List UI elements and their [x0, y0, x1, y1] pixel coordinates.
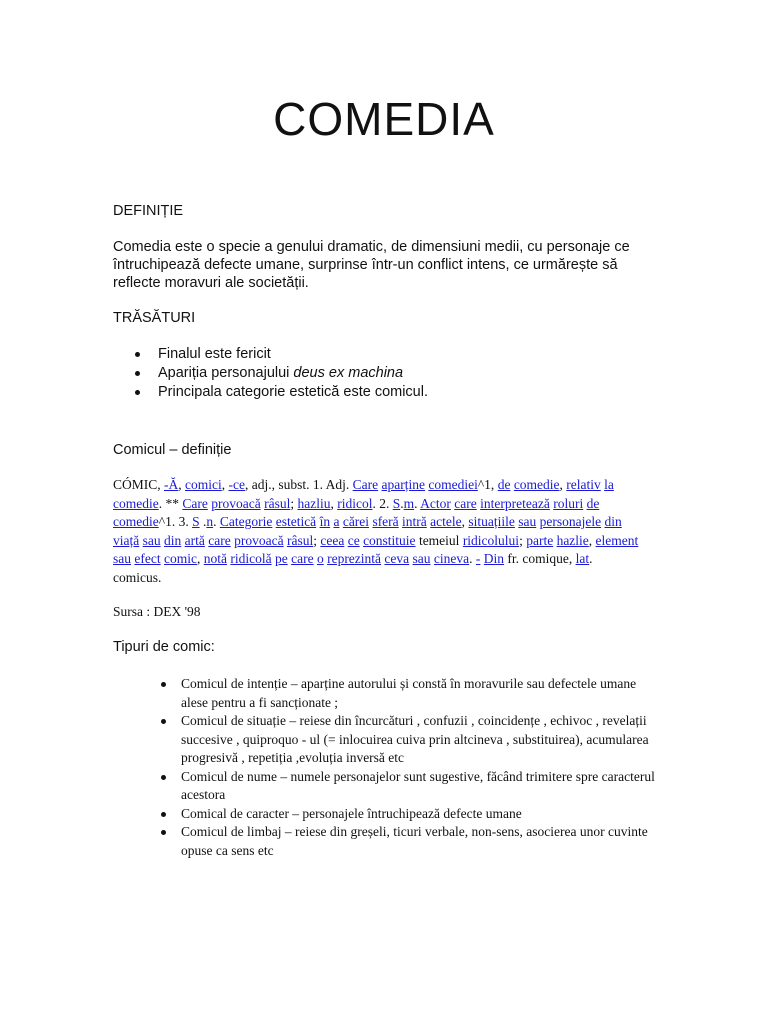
- dex-text: fr. comique,: [504, 551, 576, 566]
- tipuri-item: Comicul de situație – reiese din încurcături , confuzii , coincidențe , echivoc , revelații succesive , quiproquo - ul (= inlocuirea cuiva prin altcineva , substituirea), acumularea progresivă , repetiția ,evoluția inversă etc: [158, 712, 658, 768]
- dex-word-link[interactable]: a: [333, 514, 340, 529]
- dex-word-link[interactable]: din: [164, 532, 182, 548]
- dex-word-link[interactable]: din: [604, 514, 622, 529]
- dex-word-link[interactable]: în: [319, 514, 331, 529]
- sursa-line: Sursa : DEX '98: [113, 604, 201, 619]
- dex-text: .: [469, 551, 476, 566]
- dex-word-link[interactable]: provoacă: [234, 532, 284, 548]
- dex-text: ^1,: [477, 477, 498, 492]
- dex-text: .: [414, 495, 421, 511]
- dex-word-link[interactable]: la: [604, 477, 614, 492]
- dex-word-link[interactable]: comedie: [113, 495, 159, 511]
- dex-text: . **: [158, 495, 183, 511]
- dex-word-link[interactable]: sau: [142, 532, 161, 548]
- dex-word-link[interactable]: -ce: [228, 477, 245, 492]
- dex-word-link[interactable]: de: [586, 495, 600, 511]
- dex-word-link[interactable]: artă: [184, 532, 205, 548]
- dex-text: .: [400, 495, 404, 511]
- trasaturi-item: Apariția personajului deus ex machina: [133, 364, 633, 383]
- dex-text: .: [199, 514, 207, 529]
- dex-text: CÓMIC,: [113, 477, 165, 492]
- dex-word-link[interactable]: comici: [185, 477, 222, 492]
- dex-word-link[interactable]: interpretează: [480, 495, 550, 511]
- definitie-heading: DEFINIȚIE: [113, 203, 184, 219]
- dex-word-link[interactable]: -Ă: [164, 477, 179, 492]
- trasaturi-list: [133, 345, 633, 402]
- dex-text: ;: [519, 532, 527, 548]
- dex-word-link[interactable]: comic: [163, 551, 197, 566]
- dex-word-link[interactable]: estetică: [275, 514, 317, 529]
- dex-word-link[interactable]: reprezintă: [327, 551, 382, 566]
- dex-text: ,: [178, 477, 186, 492]
- dex-word-link[interactable]: Din: [483, 551, 505, 566]
- dex-text: ;: [313, 532, 321, 548]
- dex-word-link[interactable]: hazlie: [556, 532, 589, 548]
- dex-word-link[interactable]: sau: [412, 551, 431, 566]
- dex-word-link[interactable]: provoacă: [211, 495, 261, 511]
- dex-word-link[interactable]: comedie: [113, 514, 159, 529]
- dex-word-link[interactable]: care: [454, 495, 477, 511]
- dex-word-link[interactable]: o: [316, 551, 324, 566]
- trasaturi-item: Principala categorie estetică este comicul.: [133, 383, 633, 402]
- comicul-definitie-heading: Comicul – definiție: [113, 442, 232, 458]
- dex-word-link[interactable]: parte: [526, 532, 554, 548]
- dex-word-link[interactable]: viață: [113, 532, 140, 548]
- dex-word-link[interactable]: -: [475, 551, 481, 566]
- dex-word-link[interactable]: râsul: [264, 495, 291, 511]
- dex-word-link[interactable]: S: [392, 495, 401, 511]
- dex-word-link[interactable]: n: [206, 514, 214, 529]
- dex-word-link[interactable]: sau: [113, 551, 131, 566]
- tipuri-heading: Tipuri de comic:: [113, 639, 215, 655]
- dex-word-link[interactable]: m: [403, 495, 415, 511]
- dex-text: . comicus.: [113, 551, 593, 585]
- dex-word-link[interactable]: aparține: [381, 477, 425, 492]
- dex-text: ,: [330, 495, 338, 511]
- dex-text: . 2.: [372, 495, 393, 511]
- tipuri-list: [158, 675, 658, 860]
- trasaturi-heading: TRĂSĂTURI: [113, 310, 196, 326]
- dex-word-link[interactable]: ridicolului: [462, 532, 520, 548]
- dex-word-link[interactable]: care: [208, 532, 231, 548]
- dex-word-link[interactable]: de: [497, 477, 511, 492]
- dex-word-link[interactable]: cărei: [342, 514, 370, 529]
- dex-word-link[interactable]: constituie: [363, 532, 416, 548]
- dex-text: ,: [196, 551, 204, 566]
- dex-word-link[interactable]: lat: [575, 551, 590, 566]
- dex-text: ,: [559, 477, 567, 492]
- dex-word-link[interactable]: notă: [203, 551, 227, 566]
- dex-word-link[interactable]: personajele: [539, 514, 602, 529]
- dex-word-link[interactable]: comedie: [513, 477, 560, 492]
- tipuri-item: Comicul de nume – numele personajelor sunt sugestive, făcând trimitere spre caracterul acestora: [158, 768, 658, 805]
- dex-word-link[interactable]: ce: [347, 532, 360, 548]
- tipuri-item: Comicul de intenție – aparține autorului și constă în moravurile sau defectele umane alese pentru a fi sancționate ;: [158, 675, 658, 712]
- dex-word-link[interactable]: Care: [182, 495, 208, 511]
- tipuri-item: Comicul de limbaj – reiese din greșeli, ticuri verbale, non-sens, asocierea unor cuvinte opuse ca sens etc: [158, 823, 658, 860]
- dex-word-link[interactable]: efect: [134, 551, 161, 566]
- dex-word-link[interactable]: element: [595, 532, 639, 548]
- dex-word-link[interactable]: situațiile: [468, 514, 515, 529]
- document-title: COMEDIA: [273, 93, 495, 145]
- dex-text: , adj., subst. 1. Adj.: [245, 477, 353, 492]
- dex-definition-entry: [113, 476, 643, 587]
- dex-word-link[interactable]: hazliu: [297, 495, 331, 511]
- dex-text: ,: [461, 514, 469, 529]
- dex-word-link[interactable]: ridicolă: [230, 551, 272, 566]
- dex-word-link[interactable]: cineva: [433, 551, 470, 566]
- dex-word-link[interactable]: râsul: [286, 532, 314, 548]
- dex-text: ^1. 3.: [158, 514, 193, 529]
- dex-text: temeiul: [415, 532, 463, 548]
- dex-word-link[interactable]: roluri: [553, 495, 584, 511]
- dex-word-link[interactable]: S: [192, 514, 200, 529]
- dex-text: ,: [588, 532, 596, 548]
- dex-word-link[interactable]: pe: [274, 551, 288, 566]
- definitie-paragraph: Comedia este o specie a genului dramatic, de dimensiuni medii, cu personaje ce întruchipează defecte umane, surprinse într-un conflict intens, ce urmărește să reflecte moravuri ale societății.: [113, 239, 630, 291]
- dex-word-link[interactable]: relativ: [566, 477, 601, 492]
- dex-text: ;: [290, 495, 298, 511]
- dex-word-link[interactable]: ceva: [384, 551, 410, 566]
- italic-term: deus ex machina: [293, 365, 404, 381]
- trasaturi-item: Finalul este fericit: [133, 345, 633, 364]
- dex-word-link[interactable]: intră: [402, 514, 427, 529]
- tipuri-item: Comical de caracter – personajele întruchipează defecte umane: [158, 805, 658, 824]
- dex-word-link[interactable]: comediei: [428, 477, 478, 492]
- dex-word-link[interactable]: ceea: [320, 532, 345, 548]
- dex-word-link[interactable]: actele: [430, 514, 462, 529]
- dex-word-link[interactable]: Actor: [420, 495, 451, 511]
- dex-word-link[interactable]: Categorie: [219, 514, 273, 529]
- dex-word-link[interactable]: sau: [518, 514, 537, 529]
- dex-word-link[interactable]: Care: [352, 477, 379, 492]
- dex-word-link[interactable]: care: [291, 551, 314, 566]
- dex-text: .: [213, 514, 220, 529]
- dex-text: ,: [221, 477, 229, 492]
- dex-word-link[interactable]: ridicol: [337, 495, 373, 511]
- dex-word-link[interactable]: sferă: [372, 514, 399, 529]
